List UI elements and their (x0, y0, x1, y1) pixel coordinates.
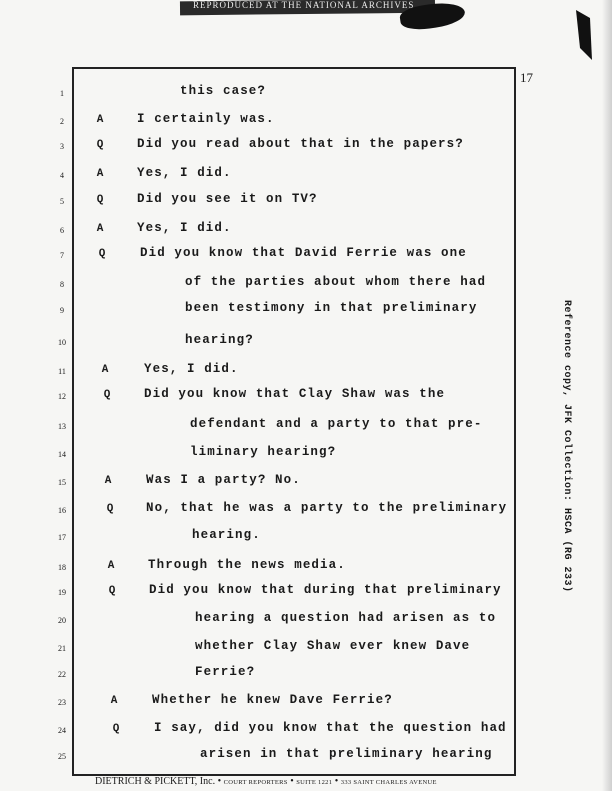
speaker-label: Q (103, 389, 111, 401)
line-number: 15 (58, 478, 66, 487)
speaker-label: A (110, 695, 118, 707)
transcript-line: hearing. (192, 528, 261, 542)
line-number: 7 (60, 251, 64, 260)
footer-separator: • (290, 776, 294, 787)
speaker-label: A (107, 560, 115, 572)
transcript-line: of the parties about whom there had (185, 275, 487, 289)
line-number: 10 (58, 338, 66, 347)
transcript-line: hearing? (185, 333, 254, 347)
line-number: 5 (60, 197, 64, 206)
speaker-label: Q (98, 248, 106, 260)
line-number: 14 (58, 450, 66, 459)
corner-pen-mark (570, 8, 596, 63)
line-number: 19 (58, 588, 66, 597)
footer-separator: • (217, 776, 222, 787)
reference-copy-stamp: Reference copy, JFK Collection: HSCA (RG 233) (561, 300, 572, 593)
line-number: 18 (58, 563, 66, 572)
line-number: 8 (60, 280, 64, 289)
footer (95, 776, 437, 787)
line-number: 4 (60, 171, 64, 180)
line-number: 2 (60, 117, 64, 126)
transcript-line: I certainly was. (137, 112, 275, 126)
footer-firm: DIETRICH & PICKETT, Inc. (95, 776, 216, 787)
speaker-label: A (101, 364, 109, 376)
speaker-label: A (96, 114, 104, 126)
transcript-line: I say, did you know that the question had (154, 721, 507, 735)
speaker-label: Q (96, 194, 104, 206)
transcript-line: this case? (180, 84, 267, 98)
scan-edge-shadow (602, 0, 612, 791)
transcript-line: Did you know that during that preliminary (149, 583, 502, 597)
line-number: 9 (60, 306, 64, 315)
transcript-line: liminary hearing? (190, 445, 337, 459)
line-number: 23 (58, 698, 66, 707)
transcript-line: defendant and a party to that pre- (190, 417, 483, 431)
transcript-line: Through the news media. (148, 558, 346, 572)
line-number: 12 (58, 392, 66, 401)
speaker-label: A (96, 168, 104, 180)
transcript-line: Whether he knew Dave Ferrie? (152, 693, 393, 707)
line-number: 17 (58, 533, 66, 542)
footer-separator: • (334, 776, 339, 787)
line-number: 20 (58, 616, 66, 625)
speaker-label: A (96, 223, 104, 235)
speaker-label: Q (108, 585, 116, 597)
line-number: 13 (58, 422, 66, 431)
transcript-line: been testimony in that preliminary (185, 301, 478, 315)
line-number: 1 (60, 89, 64, 98)
speaker-label: A (104, 475, 112, 487)
line-number: 24 (58, 726, 66, 735)
transcript-line: Yes, I did. (144, 362, 239, 376)
transcript-line: whether Clay Shaw ever knew Dave (195, 639, 471, 653)
line-number: 25 (58, 752, 66, 761)
page-number: 17 (520, 70, 533, 85)
transcript-line: Did you see it on TV? (137, 192, 318, 206)
line-number: 3 (60, 142, 64, 151)
line-number: 16 (58, 506, 66, 515)
line-number: 21 (58, 644, 66, 653)
line-number: 6 (60, 226, 64, 235)
transcript-line: Was I a party? No. (146, 473, 301, 487)
transcript-line: Yes, I did. (137, 221, 232, 235)
footer-address: 333 SAINT CHARLES AVENUE (340, 779, 437, 786)
footer-suite: SUITE 1221 (296, 779, 333, 786)
footer-role: COURT REPORTERS (223, 779, 288, 786)
archive-stamp-text: REPRODUCED AT THE NATIONAL ARCHIVES (193, 0, 415, 10)
speaker-label: Q (96, 139, 104, 151)
line-number: 11 (58, 367, 66, 376)
transcript-line: Did you know that David Ferrie was one (140, 246, 467, 260)
speaker-label: Q (106, 503, 114, 515)
transcript-line: Did you read about that in the papers? (137, 137, 464, 151)
transcript-line: arisen in that preliminary hearing (200, 747, 493, 761)
transcript-line: Did you know that Clay Shaw was the (144, 387, 446, 401)
transcript-line: Ferrie? (195, 665, 256, 679)
speaker-label: Q (112, 723, 120, 735)
transcript-line: No, that he was a party to the preliminary (146, 501, 508, 515)
transcript-line: hearing a question had arisen as to (195, 611, 497, 625)
transcript-line: Yes, I did. (137, 166, 232, 180)
line-number: 22 (58, 670, 66, 679)
